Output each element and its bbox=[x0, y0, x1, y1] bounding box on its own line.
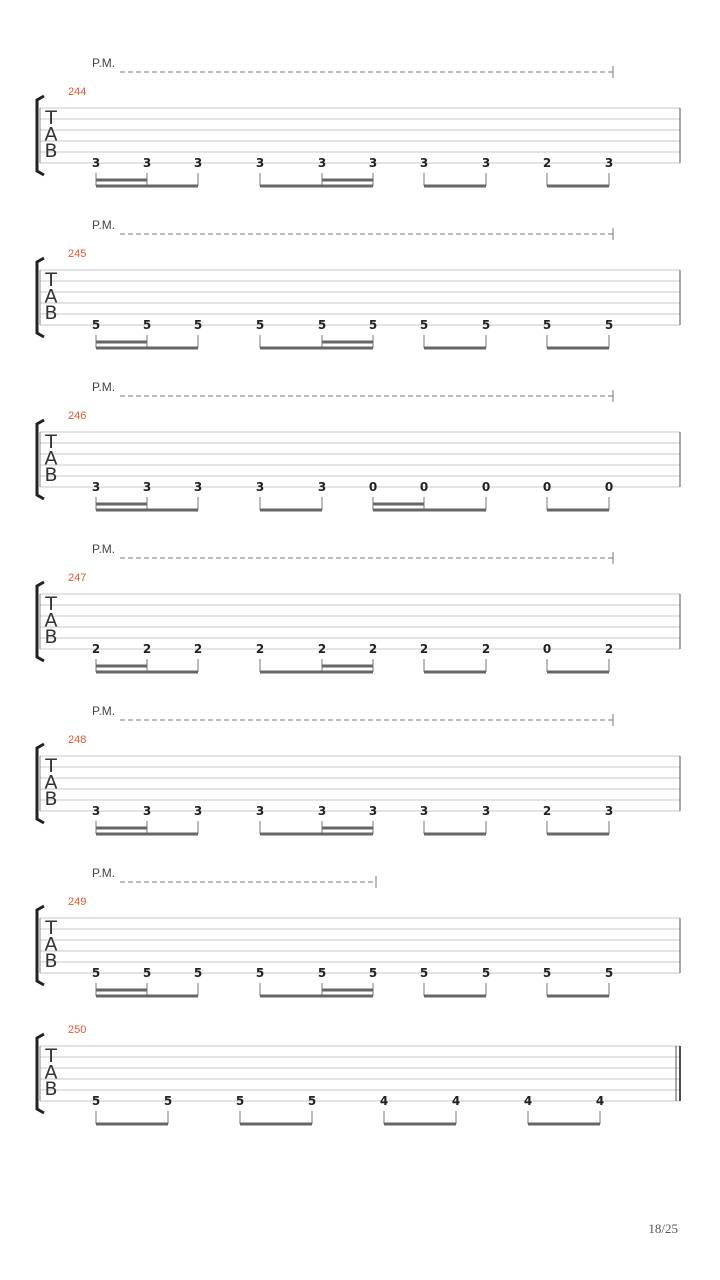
fret-number: 3 bbox=[193, 804, 203, 818]
fret-number: 5 bbox=[193, 966, 203, 980]
tab-clef-letter-t: T bbox=[45, 917, 57, 939]
fret-number: 5 bbox=[317, 966, 327, 980]
fret-number: 3 bbox=[481, 156, 491, 170]
fret-number: 2 bbox=[542, 804, 552, 818]
fret-number: 5 bbox=[368, 318, 378, 332]
tab-clef-letter-t: T bbox=[45, 755, 57, 777]
tab-clef-letter-a: A bbox=[44, 1061, 58, 1084]
tab-system bbox=[37, 542, 680, 672]
fret-number: 5 bbox=[419, 966, 429, 980]
fret-number: 0 bbox=[368, 480, 378, 494]
fret-number: 5 bbox=[163, 1094, 173, 1108]
fret-number: 3 bbox=[317, 156, 327, 170]
fret-number: 3 bbox=[317, 804, 327, 818]
fret-number: 3 bbox=[419, 156, 429, 170]
fret-number: 5 bbox=[142, 966, 152, 980]
fret-number: 3 bbox=[91, 804, 101, 818]
measure-number: 246 bbox=[68, 410, 87, 422]
fret-number: 3 bbox=[142, 804, 152, 818]
fret-number: 0 bbox=[542, 480, 552, 494]
fret-number: 5 bbox=[91, 966, 101, 980]
measure-number: 248 bbox=[68, 734, 87, 746]
fret-number: 2 bbox=[142, 642, 152, 656]
tab-clef-letter-t: T bbox=[45, 269, 57, 291]
tab-clef-letter-b: B bbox=[44, 302, 58, 324]
fret-number: 3 bbox=[91, 156, 101, 170]
fret-number: 2 bbox=[193, 642, 203, 656]
fret-number: 5 bbox=[481, 318, 491, 332]
fret-number: 5 bbox=[307, 1094, 317, 1108]
tab-clef-letter-t: T bbox=[45, 107, 57, 129]
fret-number: 2 bbox=[317, 642, 327, 656]
fret-number: 5 bbox=[604, 966, 614, 980]
fret-number: 5 bbox=[317, 318, 327, 332]
tab-clef-letter-a: A bbox=[44, 285, 58, 308]
fret-number: 3 bbox=[255, 480, 265, 494]
fret-number: 5 bbox=[542, 966, 552, 980]
fret-number: 3 bbox=[91, 480, 101, 494]
tab-clef-letter-a: A bbox=[44, 609, 58, 632]
tab-clef-letter-t: T bbox=[45, 431, 57, 453]
fret-number: 3 bbox=[419, 804, 429, 818]
fret-number: 5 bbox=[193, 318, 203, 332]
tab-clef-letter-b: B bbox=[44, 464, 58, 486]
fret-number: 5 bbox=[255, 318, 265, 332]
fret-number: 5 bbox=[368, 966, 378, 980]
fret-number: 3 bbox=[142, 156, 152, 170]
fret-number: 2 bbox=[419, 642, 429, 656]
tab-clef-letter-a: A bbox=[44, 771, 58, 794]
tab-system bbox=[37, 380, 680, 510]
palm-mute-label: P.M. bbox=[92, 380, 116, 394]
fret-number: 3 bbox=[193, 156, 203, 170]
palm-mute-label: P.M. bbox=[92, 218, 116, 232]
fret-number: 0 bbox=[542, 642, 552, 656]
fret-number: 5 bbox=[604, 318, 614, 332]
tab-clef-letter-a: A bbox=[44, 447, 58, 470]
tab-clef-letter-b: B bbox=[44, 140, 58, 162]
fret-number: 5 bbox=[235, 1094, 245, 1108]
fret-number: 0 bbox=[481, 480, 491, 494]
fret-number: 3 bbox=[368, 156, 378, 170]
fret-number: 0 bbox=[604, 480, 614, 494]
palm-mute-label: P.M. bbox=[92, 704, 116, 718]
fret-number: 3 bbox=[604, 804, 614, 818]
fret-number: 3 bbox=[481, 804, 491, 818]
palm-mute-label: P.M. bbox=[92, 542, 116, 556]
measure-number: 245 bbox=[68, 248, 87, 260]
fret-number: 2 bbox=[542, 156, 552, 170]
measure-number: 244 bbox=[68, 86, 87, 98]
tab-clef-letter-a: A bbox=[44, 933, 58, 956]
fret-number: 0 bbox=[419, 480, 429, 494]
tab-clef-letter-b: B bbox=[44, 626, 58, 648]
measure-number: 249 bbox=[68, 896, 87, 908]
measure-number: 247 bbox=[68, 572, 87, 584]
tab-system bbox=[37, 1024, 680, 1124]
fret-number: 5 bbox=[142, 318, 152, 332]
fret-number: 3 bbox=[255, 804, 265, 818]
fret-number: 3 bbox=[604, 156, 614, 170]
measure-number: 250 bbox=[68, 1024, 87, 1036]
fret-number: 5 bbox=[542, 318, 552, 332]
fret-number: 3 bbox=[368, 804, 378, 818]
palm-mute-label: P.M. bbox=[92, 56, 116, 70]
fret-number: 3 bbox=[193, 480, 203, 494]
fret-number: 5 bbox=[481, 966, 491, 980]
fret-number: 4 bbox=[595, 1094, 605, 1108]
fret-number: 4 bbox=[523, 1094, 533, 1108]
fret-number: 5 bbox=[255, 966, 265, 980]
fret-number: 5 bbox=[419, 318, 429, 332]
tab-system bbox=[37, 704, 680, 834]
palm-mute-label: P.M. bbox=[92, 866, 116, 880]
page-number: 18/25 bbox=[648, 1221, 678, 1236]
fret-number: 2 bbox=[255, 642, 265, 656]
tab-system bbox=[37, 218, 680, 348]
fret-number: 4 bbox=[451, 1094, 461, 1108]
fret-number: 3 bbox=[142, 480, 152, 494]
fret-number: 2 bbox=[604, 642, 614, 656]
tab-clef-letter-b: B bbox=[44, 950, 58, 972]
fret-number: 5 bbox=[91, 1094, 101, 1108]
tab-clef-letter-a: A bbox=[44, 123, 58, 146]
tab-system bbox=[37, 866, 680, 996]
fret-number: 3 bbox=[317, 480, 327, 494]
tab-system bbox=[37, 56, 680, 186]
fret-number: 5 bbox=[91, 318, 101, 332]
tab-clef-letter-t: T bbox=[45, 593, 57, 615]
tab-clef-letter-b: B bbox=[44, 1078, 58, 1100]
tab-clef-letter-b: B bbox=[44, 788, 58, 810]
tab-clef-letter-t: T bbox=[45, 1045, 57, 1067]
fret-number: 4 bbox=[379, 1094, 389, 1108]
fret-number: 3 bbox=[255, 156, 265, 170]
fret-number: 2 bbox=[91, 642, 101, 656]
fret-number: 2 bbox=[481, 642, 491, 656]
fret-number: 2 bbox=[368, 642, 378, 656]
